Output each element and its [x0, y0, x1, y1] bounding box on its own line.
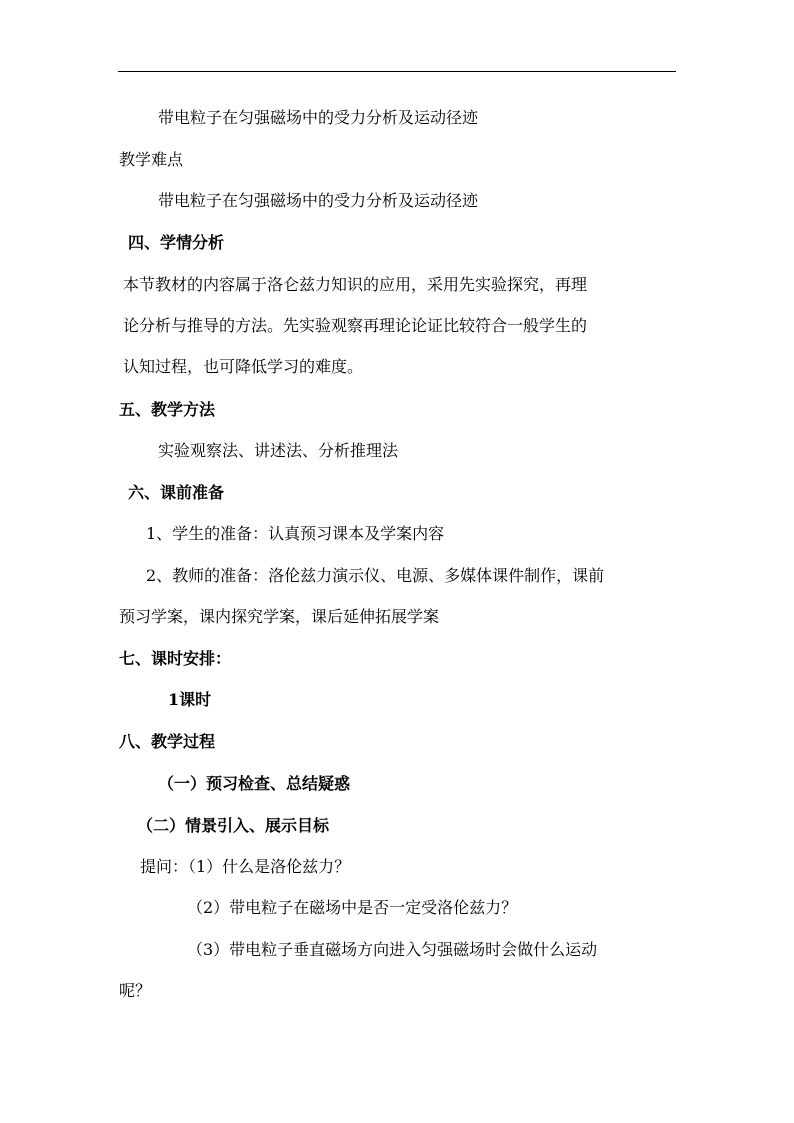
question-1: 提问：（1）什么是洛伦兹力？ — [140, 857, 351, 876]
section5-text: 实验观察法、讲述法、分析推理法 — [158, 441, 399, 460]
section6-item2-line-2: 预习学案，课内探究学案，课后延伸拓展学案 — [119, 607, 440, 626]
section6-item1: 1、学生的准备：认真预习课本及学案内容 — [146, 524, 445, 543]
question-3-continued: 呢？ — [119, 981, 152, 1000]
section7-text: 1课时 — [168, 690, 212, 709]
question-3: （3）带电粒子垂直磁场方向进入匀强磁场时会做什么运动 — [187, 940, 598, 959]
section6-item2-line-1: 2、教师的准备：洛伦兹力演示仪、电源、多媒体课件制作，课前 — [146, 566, 605, 585]
key-point-text: 带电粒子在匀强磁场中的受力分析及运动径迹 — [158, 108, 479, 127]
section6-heading: 六、课前准备 — [128, 483, 225, 502]
question-2: （2）带电粒子在磁场中是否一定受洛伦兹力？ — [187, 898, 518, 917]
section5-heading: 五、教学方法 — [119, 400, 216, 419]
section4-line-1: 本节教材的内容属于洛仑兹力知识的应用，采用先实验探究，再理 — [123, 275, 588, 294]
sub2-heading: （二）情景引入、展示目标 — [137, 816, 330, 835]
sub1-heading: （一）预习检查、总结疑惑 — [158, 774, 351, 793]
section4-line-3: 认知过程，也可降低学习的难度。 — [123, 357, 364, 376]
header-rule — [118, 71, 676, 72]
section8-heading: 八、教学过程 — [119, 732, 216, 751]
difficulty-text: 带电粒子在匀强磁场中的受力分析及运动径迹 — [158, 191, 479, 210]
section4-heading: 四、学情分析 — [128, 233, 225, 252]
difficulty-heading: 教学难点 — [119, 150, 184, 169]
section7-heading: 七、课时安排： — [119, 649, 232, 668]
section4-line-2: 论分析与推导的方法。先实验观察再理论论证比较符合一般学生的 — [123, 316, 588, 335]
